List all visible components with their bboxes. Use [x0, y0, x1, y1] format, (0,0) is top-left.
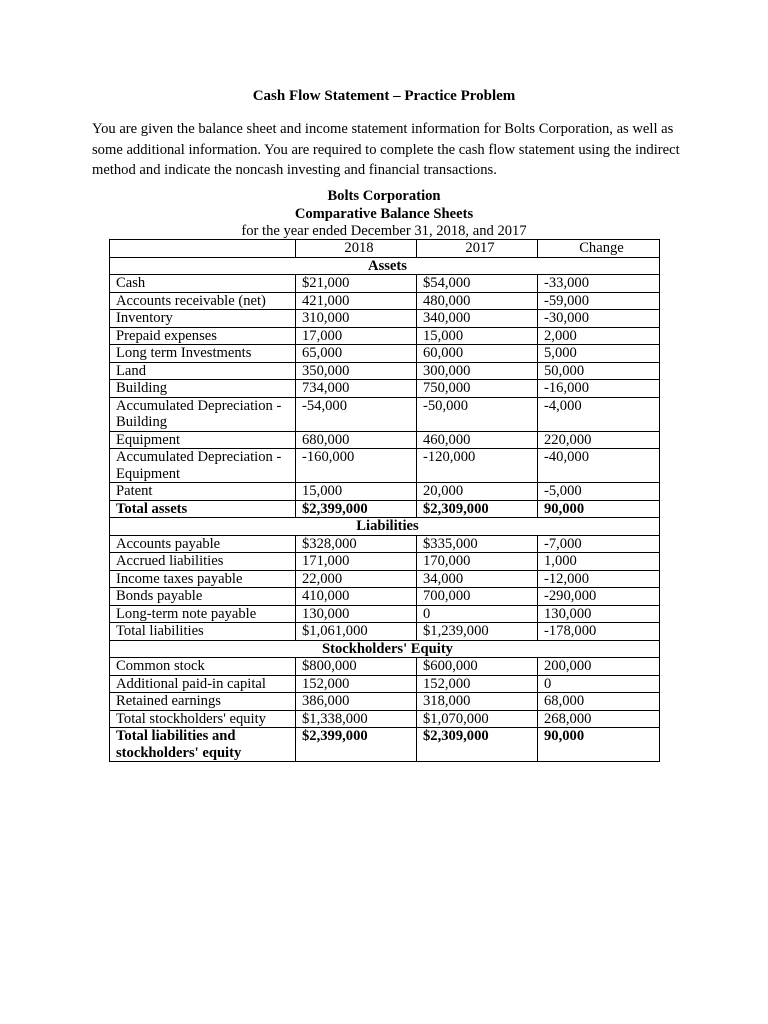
value-2018: 680,000	[296, 431, 417, 449]
table-row	[110, 588, 660, 606]
value-change: 268,000	[538, 710, 660, 728]
row-label: Total liabilities	[110, 623, 296, 641]
value-2018: $1,061,000	[296, 623, 417, 641]
value-2018: 386,000	[296, 693, 417, 711]
value-2018: $2,399,000	[296, 500, 417, 518]
value-2017: 340,000	[417, 310, 538, 328]
row-label: Income taxes payable	[110, 570, 296, 588]
value-2018: $800,000	[296, 658, 417, 676]
value-2017: 700,000	[417, 588, 538, 606]
value-change: 0	[538, 675, 660, 693]
value-change: 1,000	[538, 553, 660, 571]
table-row	[110, 310, 660, 328]
value-2017: 152,000	[417, 675, 538, 693]
value-change: -178,000	[538, 623, 660, 641]
value-2018: $2,399,000	[296, 728, 417, 762]
table-row	[110, 275, 660, 293]
value-2017: $54,000	[417, 275, 538, 293]
value-2017: 0	[417, 605, 538, 623]
table-row	[110, 710, 660, 728]
value-2018: $21,000	[296, 275, 417, 293]
value-change: -40,000	[538, 449, 660, 483]
section-assets: Assets	[110, 257, 660, 275]
row-label: Land	[110, 362, 296, 380]
value-2018: -54,000	[296, 397, 417, 431]
value-2018: 310,000	[296, 310, 417, 328]
value-2017: 460,000	[417, 431, 538, 449]
value-2017: -50,000	[417, 397, 538, 431]
table-row	[110, 483, 660, 501]
table-row	[110, 535, 660, 553]
table-row	[110, 362, 660, 380]
document-title: Cash Flow Statement – Practice Problem	[252, 88, 516, 104]
value-2017: 750,000	[417, 380, 538, 398]
header-row	[110, 240, 660, 258]
value-2017: 60,000	[417, 345, 538, 363]
header-change: Change	[538, 240, 660, 258]
value-2018: 15,000	[296, 483, 417, 501]
row-label: Accrued liabilities	[110, 553, 296, 571]
row-label: Common stock	[110, 658, 296, 676]
value-change: 2,000	[538, 327, 660, 345]
table-row	[110, 570, 660, 588]
row-label: Accumulated Depreciation - Equipment	[110, 449, 296, 483]
value-change: 90,000	[538, 728, 660, 762]
table-row	[110, 449, 660, 483]
value-change: 130,000	[538, 605, 660, 623]
row-label: Inventory	[110, 310, 296, 328]
balance-sheet-table	[109, 239, 660, 762]
row-label: Total stockholders' equity	[110, 710, 296, 728]
value-2017: $600,000	[417, 658, 538, 676]
value-2017: $1,070,000	[417, 710, 538, 728]
value-2017: $1,239,000	[417, 623, 538, 641]
company-name: Bolts Corporation	[327, 188, 441, 204]
balance-sheet-heading	[0, 188, 768, 239]
table-row	[110, 675, 660, 693]
table-row	[110, 431, 660, 449]
table-row	[110, 693, 660, 711]
section-equity: Stockholders' Equity	[110, 640, 660, 658]
value-2017: 20,000	[417, 483, 538, 501]
value-change: -12,000	[538, 570, 660, 588]
row-label: Total liabilities and stockholders' equity	[110, 728, 296, 762]
value-change: -5,000	[538, 483, 660, 501]
table-row	[110, 623, 660, 641]
period-line: for the year ended December 31, 2018, and 2017	[241, 223, 527, 239]
value-2018: -160,000	[296, 449, 417, 483]
row-label: Accumulated Depreciation - Building	[110, 397, 296, 431]
sheet-title: Comparative Balance Sheets	[294, 205, 474, 222]
value-2017: -120,000	[417, 449, 538, 483]
value-change: 220,000	[538, 431, 660, 449]
table-row	[110, 327, 660, 345]
header-2018: 2018	[296, 240, 417, 258]
table-row	[110, 292, 660, 310]
value-change: 90,000	[538, 500, 660, 518]
value-2018: 171,000	[296, 553, 417, 571]
value-change: 200,000	[538, 658, 660, 676]
row-label: Accounts receivable (net)	[110, 292, 296, 310]
value-change: -59,000	[538, 292, 660, 310]
value-2017: $2,309,000	[417, 728, 538, 762]
value-2018: 734,000	[296, 380, 417, 398]
value-change: 68,000	[538, 693, 660, 711]
table-row	[110, 380, 660, 398]
value-2017: $335,000	[417, 535, 538, 553]
row-label: Building	[110, 380, 296, 398]
value-2018: $328,000	[296, 535, 417, 553]
row-label: Long-term note payable	[110, 605, 296, 623]
value-2018: 22,000	[296, 570, 417, 588]
value-2018: $1,338,000	[296, 710, 417, 728]
value-2018: 350,000	[296, 362, 417, 380]
value-2018: 410,000	[296, 588, 417, 606]
value-2018: 421,000	[296, 292, 417, 310]
value-change: -30,000	[538, 310, 660, 328]
value-2018: 17,000	[296, 327, 417, 345]
row-label: Prepaid expenses	[110, 327, 296, 345]
table-row	[110, 397, 660, 431]
header-blank	[110, 240, 296, 258]
intro-paragraph: You are given the balance sheet and income statement information for Bolts Corporation, as well as some additional information. You are required to complete the cash flow statement using the indirect method and indicate the noncash investing and financial transactions.	[92, 121, 680, 178]
row-label: Accounts payable	[110, 535, 296, 553]
value-change: -33,000	[538, 275, 660, 293]
value-2017: 300,000	[417, 362, 538, 380]
value-2017: 34,000	[417, 570, 538, 588]
table-row	[110, 658, 660, 676]
value-2018: 152,000	[296, 675, 417, 693]
header-2017: 2017	[417, 240, 538, 258]
section-liabilities: Liabilities	[110, 518, 660, 536]
liabilities-rows	[110, 535, 660, 640]
table-row	[110, 553, 660, 571]
equity-rows	[110, 658, 660, 728]
row-label: Bonds payable	[110, 588, 296, 606]
table-row	[110, 345, 660, 363]
value-2018: 130,000	[296, 605, 417, 623]
value-change: -290,000	[538, 588, 660, 606]
table-row	[110, 605, 660, 623]
value-2018: 65,000	[296, 345, 417, 363]
row-label: Additional paid-in capital	[110, 675, 296, 693]
value-change: 5,000	[538, 345, 660, 363]
section-row-equity	[110, 640, 660, 658]
row-label: Cash	[110, 275, 296, 293]
value-2017: $2,309,000	[417, 500, 538, 518]
value-change: -4,000	[538, 397, 660, 431]
row-label: Equipment	[110, 431, 296, 449]
row-label: Total assets	[110, 500, 296, 518]
row-label: Long term Investments	[110, 345, 296, 363]
value-2017: 318,000	[417, 693, 538, 711]
value-change: -16,000	[538, 380, 660, 398]
value-2017: 480,000	[417, 292, 538, 310]
section-row-assets	[110, 257, 660, 275]
value-2017: 15,000	[417, 327, 538, 345]
total-liabilities-equity-row	[110, 728, 660, 762]
value-change: -7,000	[538, 535, 660, 553]
total-assets-row	[110, 500, 660, 518]
section-row-liabilities	[110, 518, 660, 536]
row-label: Patent	[110, 483, 296, 501]
value-change: 50,000	[538, 362, 660, 380]
value-2017: 170,000	[417, 553, 538, 571]
row-label: Retained earnings	[110, 693, 296, 711]
assets-rows	[110, 275, 660, 501]
